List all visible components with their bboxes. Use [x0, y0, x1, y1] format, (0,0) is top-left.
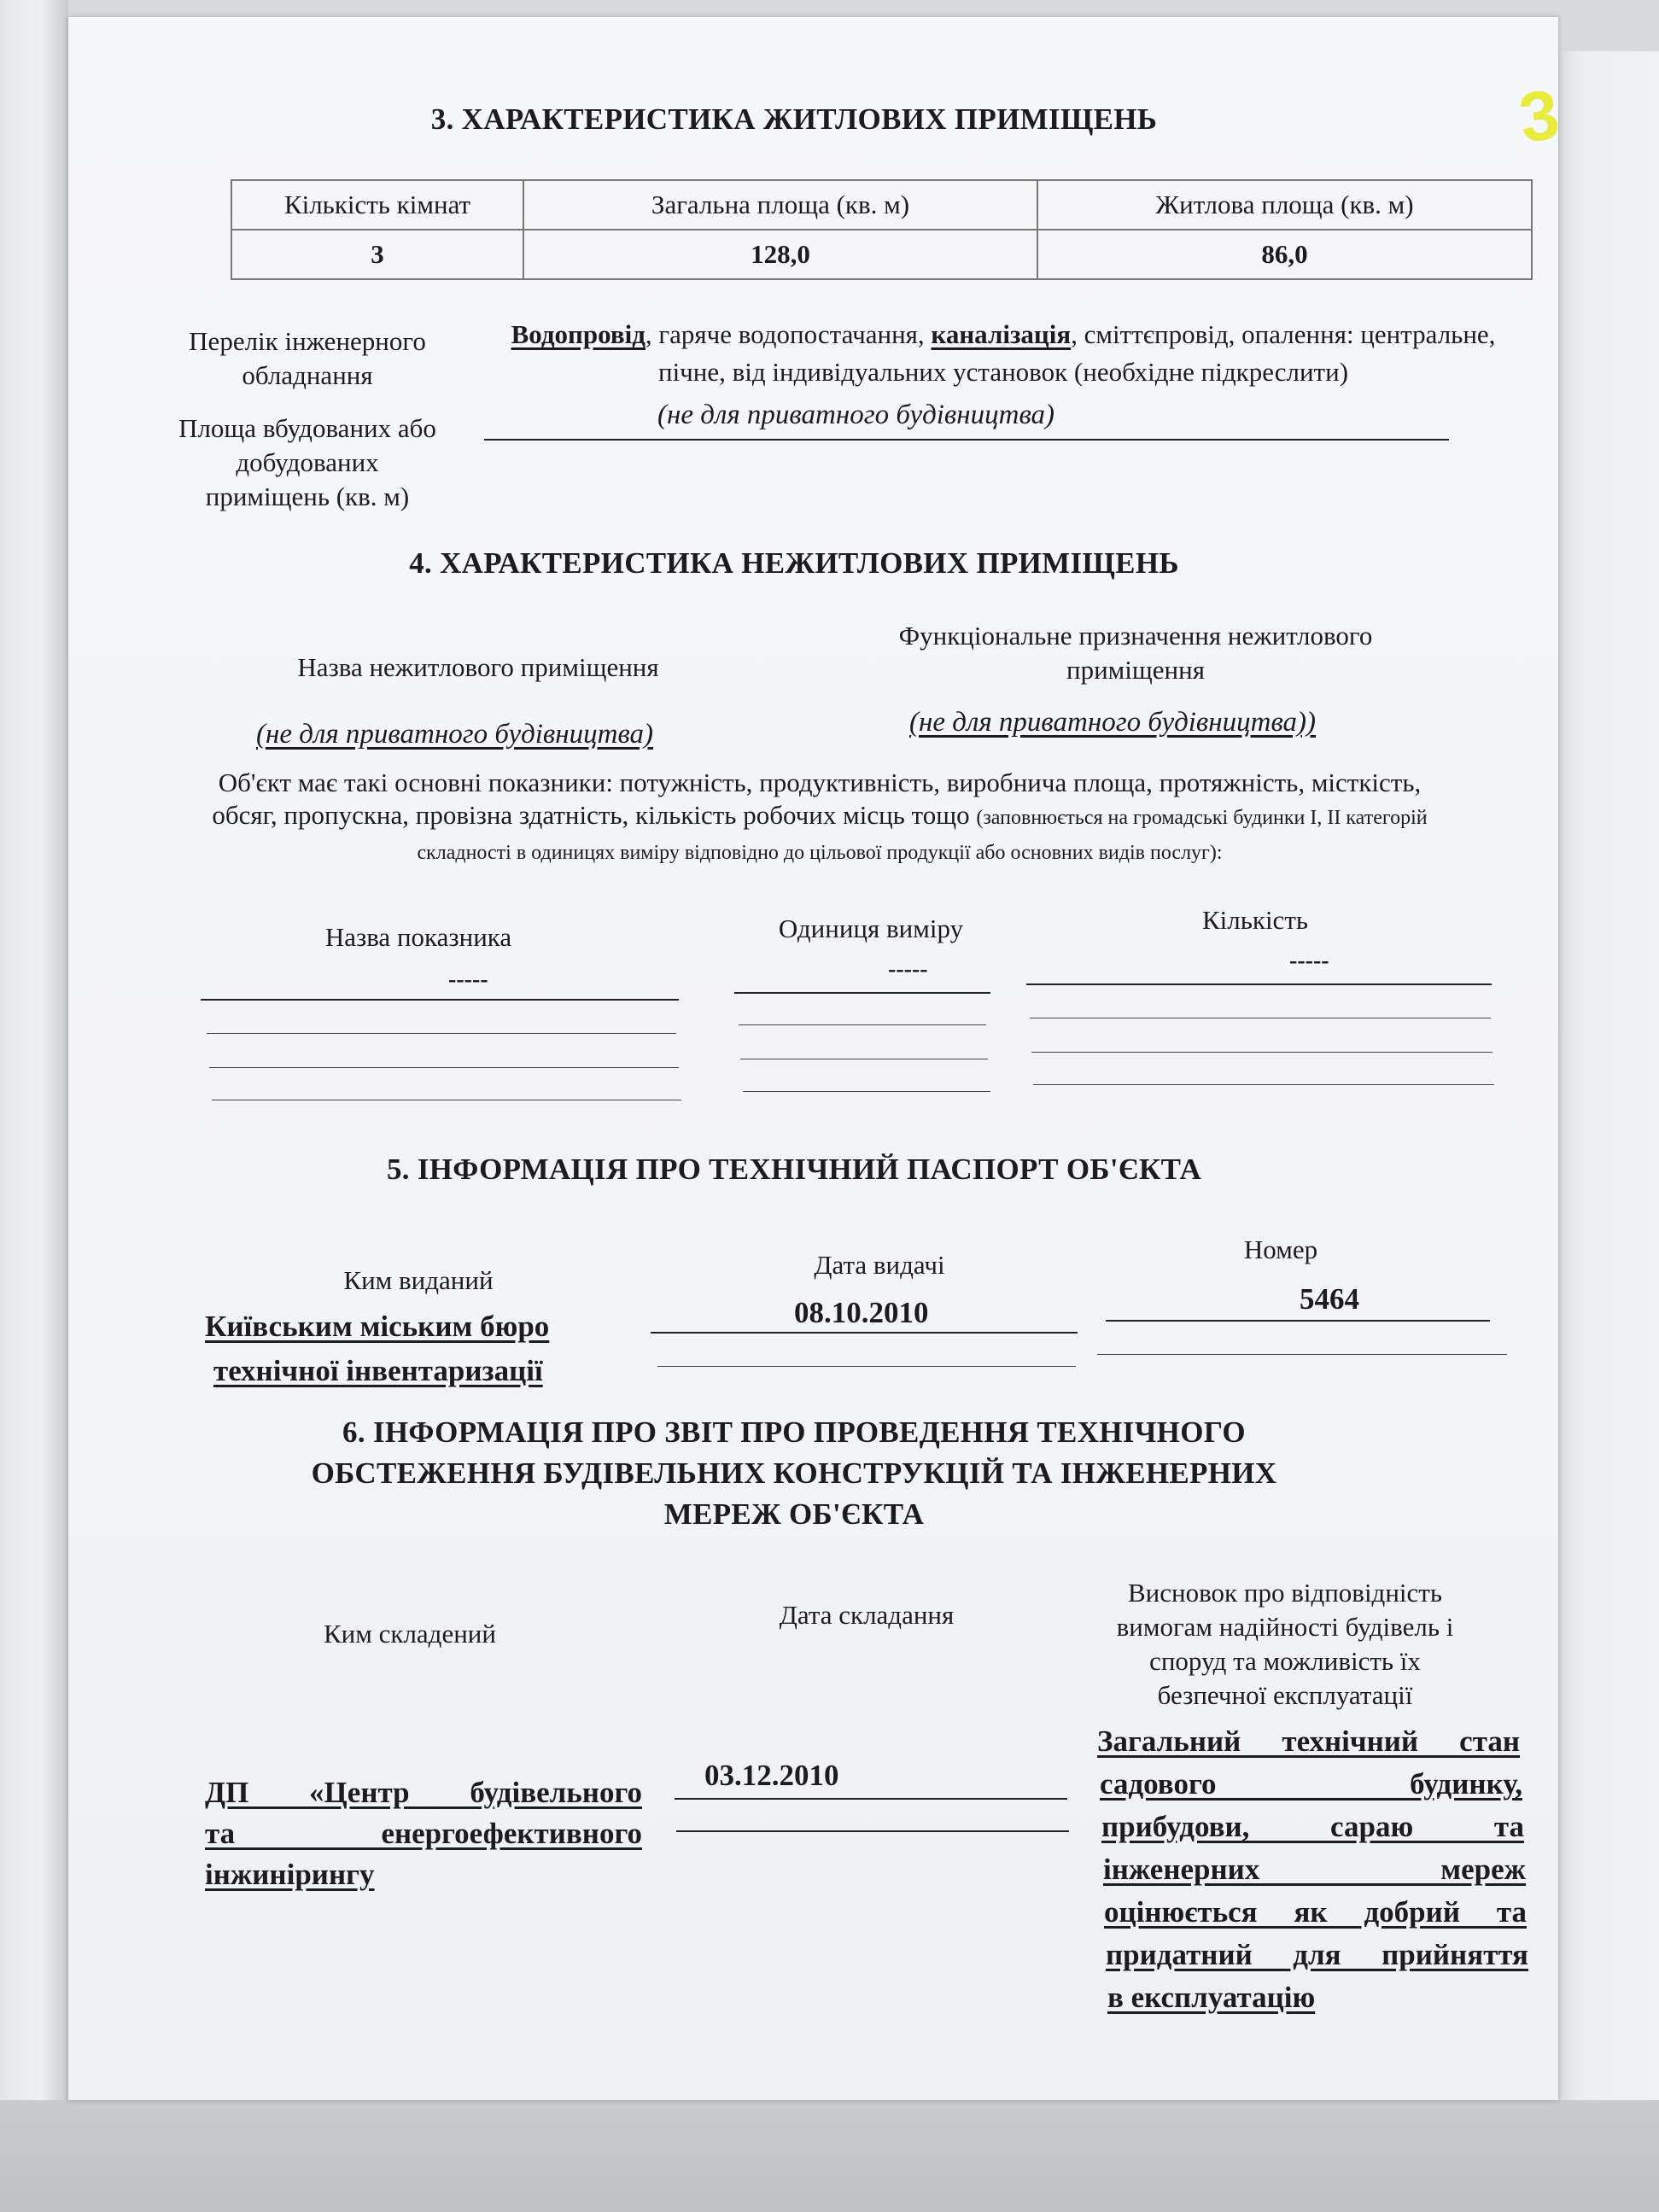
- section6-title-line2: ОБСТЕЖЕННЯ БУДІВЕЛЬНИХ КОНСТРУКЦІЙ ТА ІНЖЕНЕРНИХ: [311, 1456, 1277, 1490]
- report-compiled-by-label: Ким складений: [324, 1619, 496, 1649]
- col-quantity: Кількість: [1201, 905, 1308, 935]
- indicators-note: (заповнюється на громадські будинки I, II категорій складності в одиницях виміру відповідно до цільової продукції або основних видів послуг):: [417, 807, 1428, 864]
- nonresidential-name-label: Назва нежитлового приміщення: [297, 652, 659, 682]
- passport-number-label: Номер: [1243, 1234, 1318, 1264]
- indicator-line-3: [209, 1067, 679, 1068]
- value-total-area: 128,0: [523, 230, 1037, 279]
- section5-title: 5. ІНФОРМАЦІЯ ПРО ТЕХНІЧНИЙ ПАСПОРТ ОБ'ЄКТА: [386, 1153, 1202, 1186]
- rooms-table: [231, 179, 1533, 280]
- quantity-line-4: [1033, 1084, 1494, 1085]
- passport-date-value: 08.10.2010: [794, 1296, 929, 1329]
- nonresidential-function-label: Функціональне призначення нежитлового приміщення: [898, 621, 1373, 685]
- report-compiled-by-line1: ДП «Центр будівельного: [205, 1776, 642, 1809]
- header-room-count: Кількість кімнат: [231, 180, 523, 230]
- built-in-value: (не для приватного будівництва): [657, 400, 1055, 430]
- page-number-mark: 3: [1514, 75, 1564, 158]
- background-surface: [0, 2100, 1659, 2212]
- report-conclusion-line4: інженерних мереж: [1103, 1853, 1526, 1886]
- built-in-underline: [484, 439, 1449, 441]
- unit-line-2: [739, 1024, 986, 1025]
- report-conclusion-line5: оцінюється як добрий та: [1104, 1895, 1527, 1929]
- report-date-value: 03.12.2010: [704, 1759, 839, 1792]
- indicator-name-dash: -----: [448, 966, 488, 993]
- report-conclusion-line7: в експлуатацію: [1107, 1981, 1316, 2014]
- section6-title-line1: 6. ІНФОРМАЦІЯ ПРО ЗВІТ ПРО ПРОВЕДЕННЯ ТЕХНІЧНОГО: [342, 1415, 1246, 1449]
- col-indicator-name: Назва показника: [324, 922, 512, 952]
- report-conclusion-line3: прибудови, сараю та: [1101, 1810, 1524, 1843]
- passport-date-line-2: [657, 1366, 1076, 1367]
- section3-title: 3. ХАРАКТЕРИСТИКА ЖИТЛОВИХ ПРИМІЩЕНЬ: [430, 102, 1158, 136]
- report-conclusion-line6: придатний для прийняття: [1106, 1938, 1528, 1971]
- header-living-area: Житлова площа (кв. м): [1037, 180, 1532, 230]
- section4-title: 4. ХАРАКТЕРИСТИКА НЕЖИТЛОВИХ ПРИМІЩЕНЬ: [409, 546, 1179, 580]
- indicators-paragraph: [188, 767, 1452, 869]
- engineering-sewer: каналізація: [931, 319, 1072, 349]
- report-conclusion-line2: садового будинку,: [1100, 1767, 1522, 1801]
- passport-issued-by-label: Ким виданий: [343, 1265, 494, 1295]
- indicator-line-2: [207, 1033, 676, 1034]
- engineering-water: Водопровід: [511, 319, 645, 349]
- document-page: [68, 17, 1564, 2100]
- passport-date-label: Дата видачі: [814, 1250, 945, 1280]
- nonresidential-function-value: (не для приватного будівництва)): [909, 707, 1317, 738]
- quantity-dash: -----: [1289, 948, 1329, 974]
- engineering-rest: , сміттєпровід, опалення: центральне, пічне, від індивідуальних установок (необхідне підкреслити): [657, 319, 1496, 387]
- engineering-mid: , гаряче водопостачання,: [645, 319, 932, 349]
- report-conclusion-label: Висновок про відповідність вимогам надійності будівель і споруд та можливість їх безпечної експлуатації: [1116, 1578, 1454, 1710]
- passport-issued-by-line1: Київським міським бюро: [205, 1310, 550, 1343]
- next-page-edge: [1547, 51, 1659, 2212]
- report-date-line-1: [675, 1798, 1067, 1800]
- engineering-label: Перелік інженерного обладнання: [189, 326, 426, 390]
- previous-page-edge: [0, 0, 68, 2212]
- indicator-line-1: [201, 999, 679, 1001]
- report-conclusion-line1: Загальний технічний стан: [1097, 1725, 1520, 1758]
- nonresidential-name-value: (не для приватного будівництва): [256, 719, 654, 750]
- engineering-list: [487, 316, 1520, 391]
- passport-number-line-1: [1106, 1320, 1490, 1322]
- value-living-area: 86,0: [1037, 230, 1532, 279]
- passport-number-value: 5464: [1300, 1282, 1359, 1316]
- passport-date-line-1: [651, 1332, 1078, 1334]
- col-unit: Одиниця виміру: [778, 913, 964, 943]
- report-compiled-by-line2: та енергоефективного: [205, 1817, 642, 1850]
- passport-number-line-2: [1097, 1354, 1507, 1355]
- quantity-line-1: [1026, 983, 1492, 985]
- section6-title-line3: МЕРЕЖ ОБ'ЄКТА: [663, 1497, 925, 1531]
- table-header-row: [231, 180, 1532, 230]
- quantity-line-3: [1031, 1052, 1493, 1053]
- passport-issued-by-line2: технічної інвентаризації: [213, 1354, 543, 1387]
- unit-line-4: [743, 1091, 990, 1092]
- report-compiled-by-line3: інжинірингу: [205, 1858, 375, 1891]
- built-in-label: Площа вбудованих або добудованих приміщень (кв. м): [178, 413, 436, 511]
- unit-dash: -----: [888, 956, 928, 983]
- table-value-row: [231, 230, 1532, 279]
- header-total-area: Загальна площа (кв. м): [523, 180, 1037, 230]
- indicators-text: Об'єкт має такі основні показники: потужність, продуктивність, виробнича площа, протяжність, місткість, обсяг, пропускна, провізна здатність, кількість робочих місць тощо: [212, 767, 1422, 830]
- report-date-label: Дата складання: [779, 1600, 955, 1630]
- value-room-count: 3: [231, 230, 523, 279]
- unit-line-1: [734, 992, 990, 994]
- report-date-line-2: [676, 1830, 1069, 1832]
